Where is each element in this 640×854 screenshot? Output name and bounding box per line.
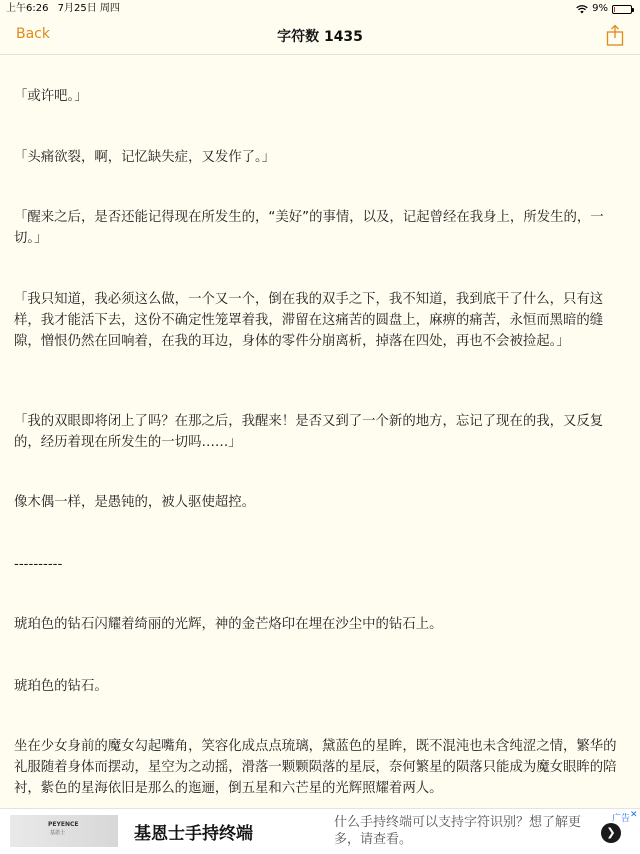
paragraph: 「或许吧。」 bbox=[14, 89, 88, 104]
battery-fill bbox=[614, 7, 615, 12]
paragraph: 琥珀色的钻石。 bbox=[14, 679, 108, 694]
chevron-right-icon[interactable]: ❯ bbox=[601, 823, 621, 843]
battery-percent: 9% bbox=[592, 3, 608, 14]
paragraph: 「我的双眼即将闭上了吗？在那之后，我醒来！是否又到了一个新的地方，忘记了现在的我，又反复的，经历着现在所发生的一切吗……」 bbox=[14, 414, 604, 450]
status-time: 上午6:26 bbox=[6, 3, 49, 14]
status-right bbox=[576, 0, 632, 18]
paragraph: 「头痛欲裂，啊，记忆缺失症，又发作了。」 bbox=[14, 150, 276, 165]
paragraph: 琥珀色的钻石闪耀着绮丽的光辉，神的金芒烙印在埋在沙尘中的钻石上。 bbox=[14, 617, 443, 632]
back-button[interactable]: Back bbox=[16, 26, 50, 42]
ad-logo[interactable] bbox=[10, 815, 118, 847]
wifi-icon bbox=[576, 5, 588, 14]
paragraph-divider: ---------- bbox=[14, 557, 63, 572]
ad-headline[interactable]: 基恩士手持终端 bbox=[134, 824, 253, 844]
page-title: 字符数 1435 bbox=[277, 29, 363, 45]
ad-tag: 广告 bbox=[612, 814, 631, 824]
status-bar bbox=[0, 0, 640, 18]
paragraph: 「醒来之后，是否还能记得现在所发生的，“美好”的事情，以及，记起曾经在我身上，所发生的，一切。」 bbox=[14, 210, 604, 246]
close-icon[interactable]: ✕ bbox=[630, 810, 638, 820]
paragraph: 坐在少女身前的魔女勾起嘴角，笑容化成点点琉璃，黛蓝色的星眸，既不混沌也未含纯涩之情，繁华的礼服随着身体而摆动，星空为之动摇，滑落一颗颗陨落的星辰，奈何繁星的陨落只能成为魔女眼眸的陪衬，紫色的星海依旧是那么的迤逦，倒五星和六芒星的光辉照耀着两人。 bbox=[14, 739, 617, 796]
share-icon[interactable] bbox=[606, 24, 624, 46]
battery-icon bbox=[612, 5, 632, 14]
ad-description[interactable]: 什么手持终端可以支持字符识别？想了解更多，请查看。 bbox=[334, 815, 582, 847]
ad-brand: PEYENCE bbox=[48, 821, 79, 828]
ad-brand-sub: 基恩士 bbox=[50, 830, 66, 836]
ad-banner[interactable] bbox=[0, 808, 640, 854]
status-date: 7月25日 周四 bbox=[57, 3, 120, 14]
status-time-date bbox=[6, 0, 120, 18]
paragraph: 「我只知道，我必须这么做，一个又一个，倒在我的双手之下，我不知道，我到底干了什么，只有这样，我才能活下去，这份不确定性笼罩着我，滞留在这痛苦的圆盘上，麻痹的痛苦，永恒而黑暗的缝隙，憎恨仍然在回响着，在我的耳边，身体的零件分崩离析，掉落在四处，再也不会被捡起。」 bbox=[14, 292, 604, 349]
paragraph: 像木偶一样，是愚钝的，被人驱使超控。 bbox=[14, 495, 256, 510]
nav-bar bbox=[0, 18, 640, 55]
